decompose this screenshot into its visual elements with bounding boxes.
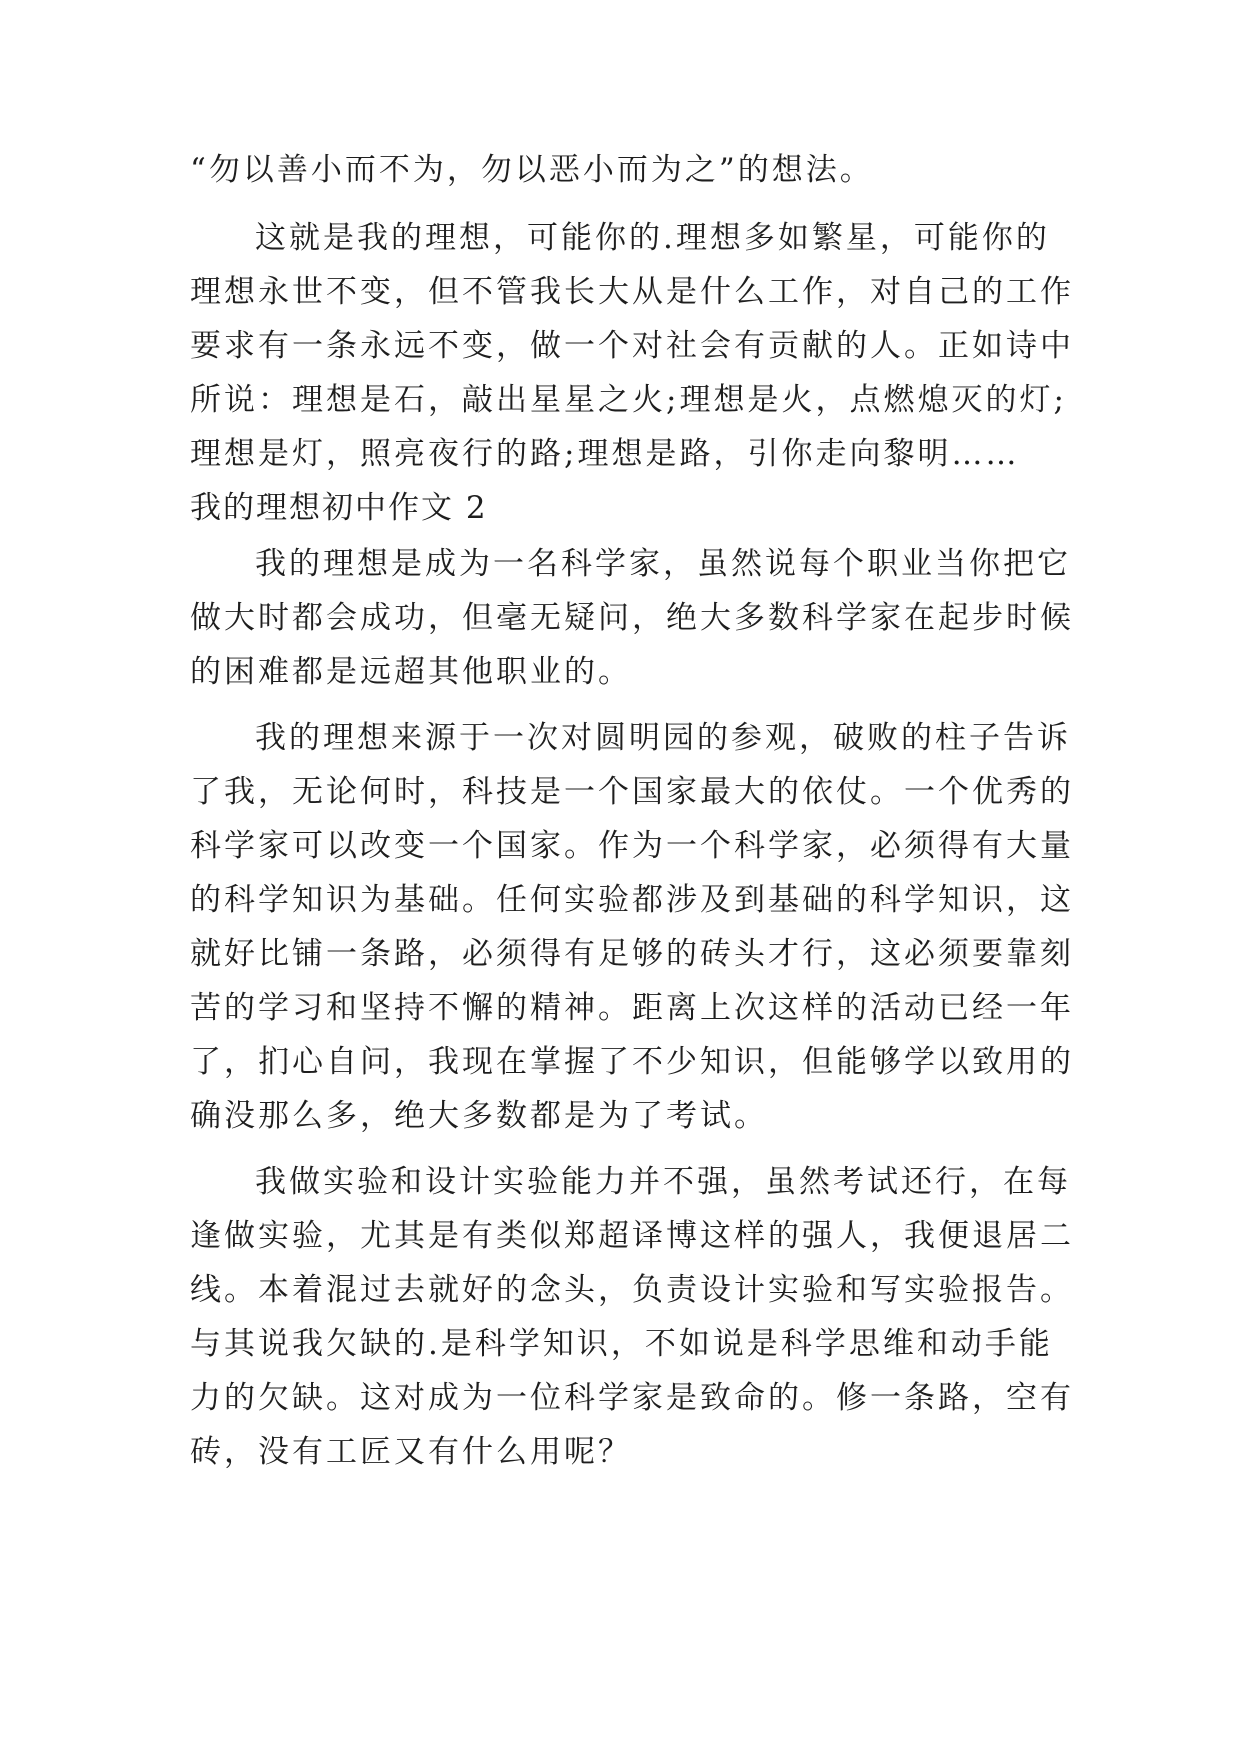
text-line: 苦的学习和坚持不懈的精神。距离上次这样的活动已经一年 xyxy=(190,990,1074,1026)
text-line: 就好比铺一条路，必须得有足够的砖头才行，这必须要靠刻 xyxy=(190,936,1074,972)
text-line: 理想永世不变，但不管我长大从是什么工作，对自己的工作 xyxy=(190,274,1074,310)
paragraph-first-line: 我做实验和设计实验能力并不强，虽然考试还行，在每 xyxy=(255,1164,1071,1200)
text-line: 科学家可以改变一个国家。作为一个科学家，必须得有大量 xyxy=(190,828,1074,864)
text-line: 砖，没有工匠又有什么用呢？ xyxy=(190,1434,632,1470)
text-line: “勿以善小而不为，勿以恶小而为之”的想法。 xyxy=(190,152,874,188)
text-line: 理想是灯，照亮夜行的路;理想是路，引你走向黎明…… xyxy=(190,436,1020,472)
paragraph-first-line: 这就是我的理想，可能你的.理想多如繁星，可能你的 xyxy=(255,220,1050,256)
text-line: 确没那么多，绝大多数都是为了考试。 xyxy=(190,1098,768,1134)
text-line: 了我，无论何时，科技是一个国家最大的依仗。一个优秀的 xyxy=(190,774,1074,810)
paragraph-first-line: 我的理想来源于一次对圆明园的参观，破败的柱子告诉 xyxy=(255,720,1071,756)
text-line: 线。本着混过去就好的念头，负责设计实验和写实验报告。 xyxy=(190,1272,1074,1308)
text-line: 力的欠缺。这对成为一位科学家是致命的。修一条路，空有 xyxy=(190,1380,1074,1416)
text-line: 与其说我欠缺的.是科学知识，不如说是科学思维和动手能 xyxy=(190,1326,1053,1362)
text-line: 了，扪心自问，我现在掌握了不少知识，但能够学以致用的 xyxy=(190,1044,1074,1080)
text-line: 所说：理想是石，敲出星星之火;理想是火，点燃熄灭的灯; xyxy=(190,382,1067,418)
text-line: 做大时都会成功，但毫无疑问，绝大多数科学家在起步时候 xyxy=(190,600,1074,636)
text-line: 要求有一条永远不变，做一个对社会有贡献的人。正如诗中 xyxy=(190,328,1074,364)
text-line: 逢做实验，尤其是有类似郑超译博这样的强人，我便退居二 xyxy=(190,1218,1074,1254)
paragraph-first-line: 我的理想是成为一名科学家，虽然说每个职业当你把它 xyxy=(255,546,1071,582)
text-line: 的科学知识为基础。任何实验都涉及到基础的科学知识，这 xyxy=(190,882,1074,918)
text-line: 的困难都是远超其他职业的。 xyxy=(190,654,632,690)
section-heading: 我的理想初中作文 2 xyxy=(190,490,488,526)
